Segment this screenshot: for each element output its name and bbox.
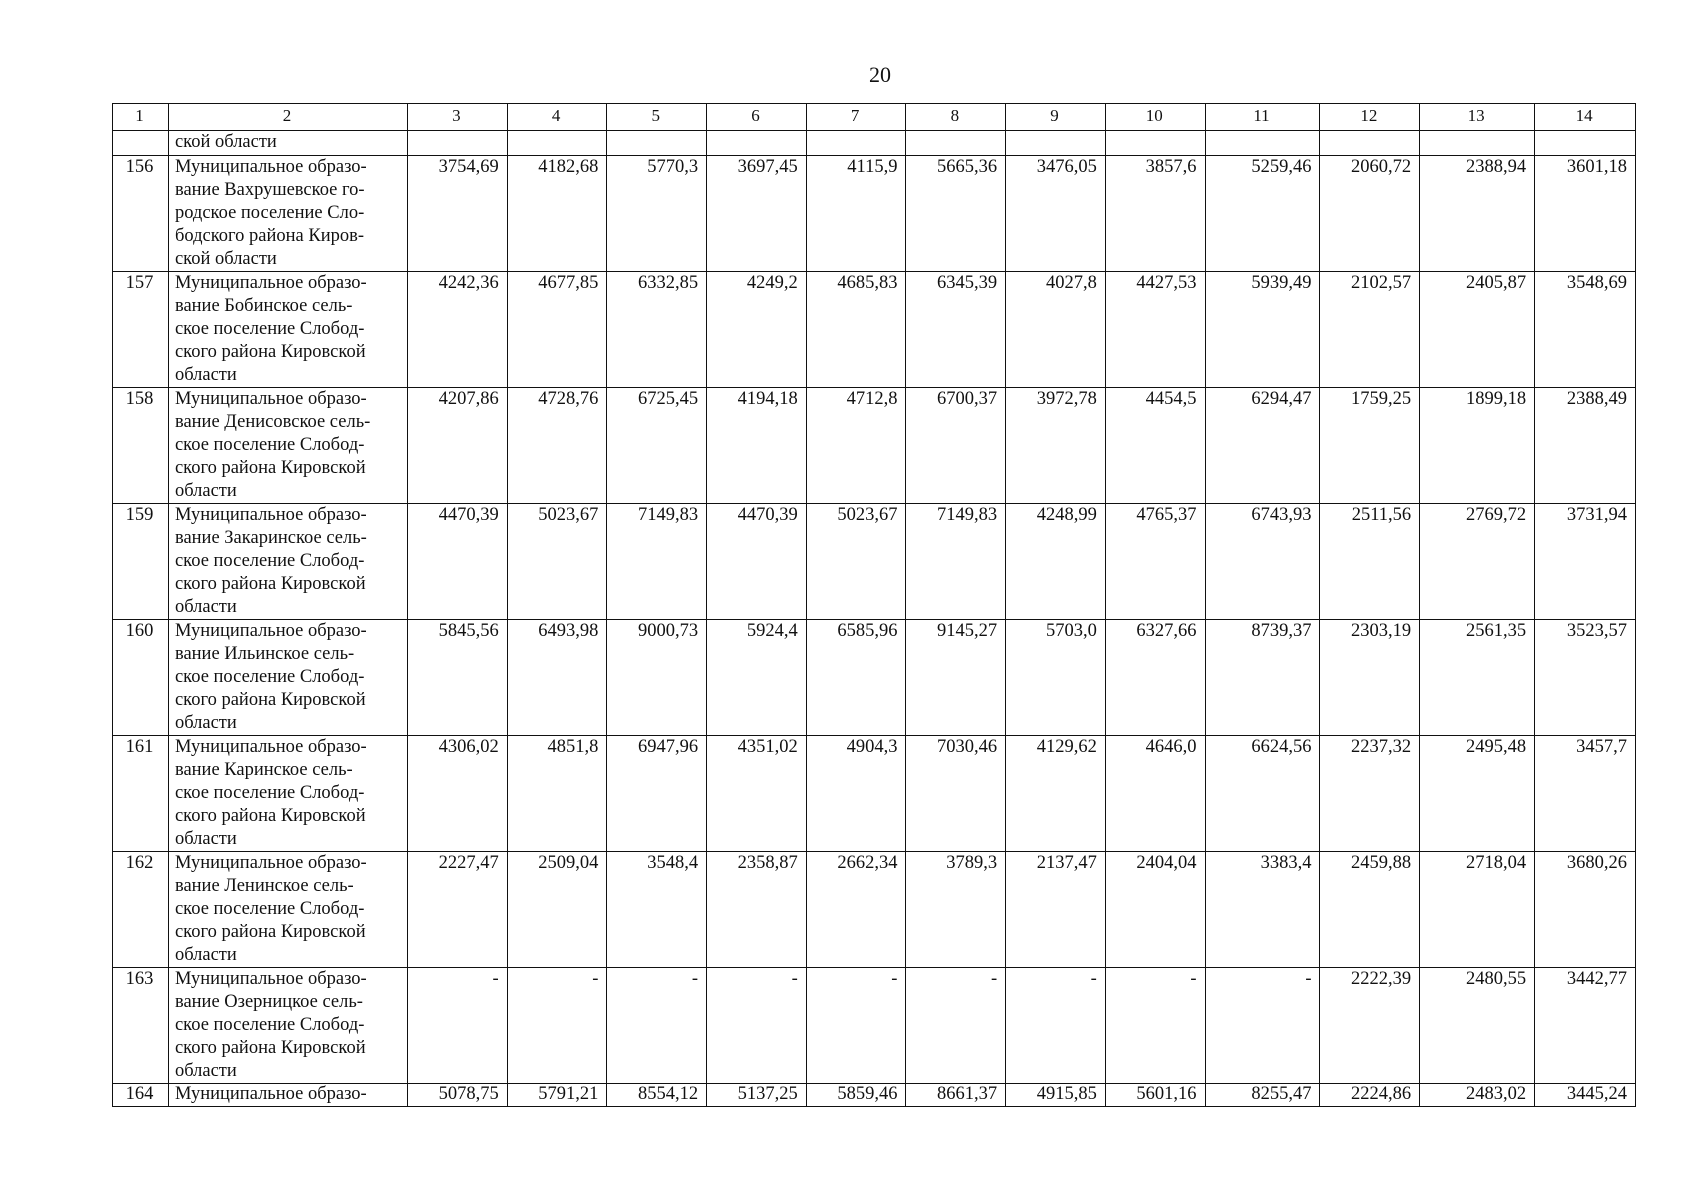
row-name-line: Муниципальное образо- bbox=[174, 389, 367, 409]
table-row bbox=[113, 504, 1636, 620]
value-cell: 2483,02 bbox=[1420, 1084, 1535, 1107]
value-cell: 3680,26 bbox=[1535, 852, 1636, 968]
value-cell bbox=[1006, 131, 1106, 156]
value-cell: 3442,77 bbox=[1535, 968, 1636, 1084]
column-header: 4 bbox=[507, 104, 607, 131]
row-name-cell bbox=[168, 156, 407, 272]
value-cell: 4194,18 bbox=[707, 388, 807, 504]
value-cell: 2227,47 bbox=[408, 852, 508, 968]
value-cell: 4207,86 bbox=[408, 388, 508, 504]
value-cell: 3601,18 bbox=[1535, 156, 1636, 272]
row-name-line: вание Вахрушевское го- bbox=[174, 180, 365, 200]
value-cell: 4685,83 bbox=[806, 272, 906, 388]
value-cell: 6725,45 bbox=[607, 388, 707, 504]
value-cell: 6345,39 bbox=[906, 272, 1006, 388]
value-cell: 2303,19 bbox=[1320, 620, 1420, 736]
value-cell: 3523,57 bbox=[1535, 620, 1636, 736]
value-cell: 2060,72 bbox=[1320, 156, 1420, 272]
row-name-line: Муниципальное образо- bbox=[174, 157, 367, 177]
column-header: 6 bbox=[707, 104, 807, 131]
row-name-line: ской области bbox=[174, 249, 277, 269]
column-header: 1 bbox=[113, 104, 169, 131]
value-cell: 6493,98 bbox=[507, 620, 607, 736]
value-cell: 6743,93 bbox=[1205, 504, 1320, 620]
data-table bbox=[112, 103, 1636, 1107]
value-cell: 2509,04 bbox=[507, 852, 607, 968]
value-cell: 5665,36 bbox=[906, 156, 1006, 272]
value-cell bbox=[1205, 131, 1320, 156]
value-cell: 2561,35 bbox=[1420, 620, 1535, 736]
value-cell: 4351,02 bbox=[707, 736, 807, 852]
value-cell: 4248,99 bbox=[1006, 504, 1106, 620]
row-name-cell bbox=[168, 736, 407, 852]
value-cell: 3857,6 bbox=[1105, 156, 1205, 272]
value-cell bbox=[1535, 131, 1636, 156]
header-row bbox=[113, 104, 1636, 131]
value-cell: 3445,24 bbox=[1535, 1084, 1636, 1107]
value-cell: 6327,66 bbox=[1105, 620, 1205, 736]
value-cell: 2511,56 bbox=[1320, 504, 1420, 620]
value-cell: 5859,46 bbox=[806, 1084, 906, 1107]
value-cell: - bbox=[408, 968, 508, 1084]
row-name-line: Муниципальное образо- bbox=[174, 621, 367, 641]
value-cell: 5078,75 bbox=[408, 1084, 508, 1107]
table-row bbox=[113, 620, 1636, 736]
value-cell: 6585,96 bbox=[806, 620, 906, 736]
value-cell: 4306,02 bbox=[408, 736, 508, 852]
column-header: 5 bbox=[607, 104, 707, 131]
table-row bbox=[113, 1084, 1636, 1107]
row-number-cell: 163 bbox=[113, 968, 169, 1084]
value-cell: 4027,8 bbox=[1006, 272, 1106, 388]
row-name-line: ского района Кировской bbox=[174, 342, 366, 362]
row-name-line: области bbox=[174, 365, 237, 385]
value-cell: 4728,76 bbox=[507, 388, 607, 504]
value-cell: - bbox=[806, 968, 906, 1084]
value-cell: 4454,5 bbox=[1105, 388, 1205, 504]
table-row bbox=[113, 852, 1636, 968]
value-cell: 4470,39 bbox=[408, 504, 508, 620]
page-number: 20 bbox=[869, 62, 891, 87]
value-cell bbox=[607, 131, 707, 156]
row-name-line: ское поселение Слобод- bbox=[174, 551, 365, 571]
value-cell: 4427,53 bbox=[1105, 272, 1205, 388]
value-cell: 5845,56 bbox=[408, 620, 508, 736]
value-cell bbox=[1105, 131, 1205, 156]
value-cell: 4129,62 bbox=[1006, 736, 1106, 852]
row-name-line: Муниципальное образо- bbox=[174, 853, 367, 873]
value-cell: 4249,2 bbox=[707, 272, 807, 388]
row-name-line: ского района Кировской bbox=[174, 1038, 366, 1058]
value-cell: 5137,25 bbox=[707, 1084, 807, 1107]
value-cell: 6332,85 bbox=[607, 272, 707, 388]
value-cell: 4182,68 bbox=[507, 156, 607, 272]
column-header: 11 bbox=[1205, 104, 1320, 131]
table-row bbox=[113, 968, 1636, 1084]
column-header: 14 bbox=[1535, 104, 1636, 131]
value-cell: 5023,67 bbox=[507, 504, 607, 620]
value-cell: 2718,04 bbox=[1420, 852, 1535, 968]
value-cell: 2459,88 bbox=[1320, 852, 1420, 968]
table-row bbox=[113, 736, 1636, 852]
row-number-cell: 164 bbox=[113, 1084, 169, 1107]
value-cell: 4904,3 bbox=[806, 736, 906, 852]
value-cell: 5924,4 bbox=[707, 620, 807, 736]
row-name-line: вание Озерницкое сель- bbox=[174, 992, 363, 1012]
value-cell: - bbox=[607, 968, 707, 1084]
value-cell: - bbox=[707, 968, 807, 1084]
value-cell: 4242,36 bbox=[408, 272, 508, 388]
value-cell: 6700,37 bbox=[906, 388, 1006, 504]
value-cell: 2769,72 bbox=[1420, 504, 1535, 620]
value-cell: 2102,57 bbox=[1320, 272, 1420, 388]
value-cell: 4712,8 bbox=[806, 388, 906, 504]
value-cell: 9000,73 bbox=[607, 620, 707, 736]
row-name-line: ского района Кировской bbox=[174, 458, 366, 478]
row-number-cell: 158 bbox=[113, 388, 169, 504]
row-name-cell bbox=[168, 504, 407, 620]
table-row bbox=[113, 272, 1636, 388]
column-header: 2 bbox=[168, 104, 407, 131]
column-header: 12 bbox=[1320, 104, 1420, 131]
row-name-cell bbox=[168, 620, 407, 736]
value-cell: 4765,37 bbox=[1105, 504, 1205, 620]
row-name-line: вание Каринское сель- bbox=[174, 760, 353, 780]
row-name-line: ское поселение Слобод- bbox=[174, 783, 365, 803]
row-name-line: области bbox=[174, 945, 237, 965]
value-cell: 4915,85 bbox=[1006, 1084, 1106, 1107]
column-header: 3 bbox=[408, 104, 508, 131]
value-cell: 2405,87 bbox=[1420, 272, 1535, 388]
value-cell: 4851,8 bbox=[507, 736, 607, 852]
value-cell: 2137,47 bbox=[1006, 852, 1106, 968]
row-name-line: родское поселение Сло- bbox=[174, 203, 365, 223]
row-name-line: ское поселение Слобод- bbox=[174, 899, 365, 919]
row-name-line: области bbox=[174, 481, 237, 501]
value-cell: 9145,27 bbox=[906, 620, 1006, 736]
value-cell: 3383,4 bbox=[1205, 852, 1320, 968]
row-number-cell: 156 bbox=[113, 156, 169, 272]
value-cell: - bbox=[1006, 968, 1106, 1084]
value-cell: 1899,18 bbox=[1420, 388, 1535, 504]
row-name-line: вание Ильинское сель- bbox=[174, 644, 355, 664]
row-name-line: бодского района Киров- bbox=[174, 226, 364, 246]
value-cell: 7030,46 bbox=[906, 736, 1006, 852]
row-name-cell bbox=[168, 272, 407, 388]
value-cell: 8255,47 bbox=[1205, 1084, 1320, 1107]
value-cell: 3548,4 bbox=[607, 852, 707, 968]
row-name-line: вание Денисовское сель- bbox=[174, 412, 371, 432]
value-cell: 8739,37 bbox=[1205, 620, 1320, 736]
row-name-cell bbox=[168, 968, 407, 1084]
value-cell: 6624,56 bbox=[1205, 736, 1320, 852]
value-cell: 2495,48 bbox=[1420, 736, 1535, 852]
value-cell: 8554,12 bbox=[607, 1084, 707, 1107]
row-name-line: ское поселение Слобод- bbox=[174, 667, 365, 687]
value-cell: 3754,69 bbox=[408, 156, 508, 272]
value-cell: - bbox=[507, 968, 607, 1084]
value-cell: 2224,86 bbox=[1320, 1084, 1420, 1107]
row-number-cell: 159 bbox=[113, 504, 169, 620]
value-cell: 1759,25 bbox=[1320, 388, 1420, 504]
row-name-line: вание Закаринское сель- bbox=[174, 528, 367, 548]
column-header: 9 bbox=[1006, 104, 1106, 131]
value-cell bbox=[507, 131, 607, 156]
row-name-line: Муниципальное образо- bbox=[174, 1084, 367, 1104]
row-name-line: ского района Кировской bbox=[174, 574, 366, 594]
value-cell bbox=[806, 131, 906, 156]
value-cell bbox=[906, 131, 1006, 156]
row-number-cell: 160 bbox=[113, 620, 169, 736]
row-name-line: Муниципальное образо- bbox=[174, 737, 367, 757]
value-cell: 3697,45 bbox=[707, 156, 807, 272]
value-cell: - bbox=[1205, 968, 1320, 1084]
value-cell bbox=[707, 131, 807, 156]
row-name-line: области bbox=[174, 597, 237, 617]
value-cell: 6947,96 bbox=[607, 736, 707, 852]
row-number-cell: 157 bbox=[113, 272, 169, 388]
table-row bbox=[113, 388, 1636, 504]
value-cell: 4470,39 bbox=[707, 504, 807, 620]
value-cell: 4677,85 bbox=[507, 272, 607, 388]
row-name-cell: ской области bbox=[168, 131, 407, 156]
value-cell: 4115,9 bbox=[806, 156, 906, 272]
row-name-line: вание Бобинское сель- bbox=[174, 296, 353, 316]
row-name-line: Муниципальное образо- bbox=[174, 969, 367, 989]
value-cell: 5601,16 bbox=[1105, 1084, 1205, 1107]
value-cell: 5703,0 bbox=[1006, 620, 1106, 736]
value-cell: 3476,05 bbox=[1006, 156, 1106, 272]
value-cell bbox=[1420, 131, 1535, 156]
value-cell: - bbox=[1105, 968, 1205, 1084]
row-name-line: ское поселение Слобод- bbox=[174, 319, 365, 339]
row-number-cell bbox=[113, 131, 169, 156]
value-cell: 5023,67 bbox=[806, 504, 906, 620]
row-name-line: ского района Кировской bbox=[174, 922, 366, 942]
row-number-cell: 161 bbox=[113, 736, 169, 852]
value-cell: 2222,39 bbox=[1320, 968, 1420, 1084]
value-cell: 3731,94 bbox=[1535, 504, 1636, 620]
value-cell: 2237,32 bbox=[1320, 736, 1420, 852]
value-cell: 3789,3 bbox=[906, 852, 1006, 968]
row-name-cell bbox=[168, 388, 407, 504]
row-name-line: области bbox=[174, 1061, 237, 1081]
value-cell: 5939,49 bbox=[1205, 272, 1320, 388]
row-name-line: области bbox=[174, 829, 237, 849]
value-cell: 2388,94 bbox=[1420, 156, 1535, 272]
value-cell: 8661,37 bbox=[906, 1084, 1006, 1107]
row-name-line: области bbox=[174, 713, 237, 733]
row-name-line: Муниципальное образо- bbox=[174, 273, 367, 293]
value-cell: 3972,78 bbox=[1006, 388, 1106, 504]
value-cell: 4646,0 bbox=[1105, 736, 1205, 852]
row-name-cell bbox=[168, 852, 407, 968]
row-name-line: ское поселение Слобод- bbox=[174, 435, 365, 455]
value-cell: 2388,49 bbox=[1535, 388, 1636, 504]
row-name-line: ского района Кировской bbox=[174, 690, 366, 710]
value-cell bbox=[408, 131, 508, 156]
value-cell: 7149,83 bbox=[906, 504, 1006, 620]
column-header: 13 bbox=[1420, 104, 1535, 131]
table-body bbox=[113, 131, 1636, 1107]
value-cell: 7149,83 bbox=[607, 504, 707, 620]
value-cell: 2358,87 bbox=[707, 852, 807, 968]
column-header: 7 bbox=[806, 104, 906, 131]
column-header: 8 bbox=[906, 104, 1006, 131]
table-row bbox=[113, 156, 1636, 272]
row-name-cell bbox=[168, 1084, 407, 1107]
value-cell: 3548,69 bbox=[1535, 272, 1636, 388]
value-cell: 2404,04 bbox=[1105, 852, 1205, 968]
row-name-line: вание Ленинское сель- bbox=[174, 876, 354, 896]
value-cell bbox=[1320, 131, 1420, 156]
column-header: 10 bbox=[1105, 104, 1205, 131]
value-cell: 5770,3 bbox=[607, 156, 707, 272]
value-cell: 2480,55 bbox=[1420, 968, 1535, 1084]
row-number-cell: 162 bbox=[113, 852, 169, 968]
value-cell: - bbox=[906, 968, 1006, 1084]
row-name-line: ского района Кировской bbox=[174, 806, 366, 826]
row-name-line: ское поселение Слобод- bbox=[174, 1015, 365, 1035]
row-name-line: Муниципальное образо- bbox=[174, 505, 367, 525]
continuation-row bbox=[113, 131, 1636, 156]
value-cell: 5259,46 bbox=[1205, 156, 1320, 272]
value-cell: 6294,47 bbox=[1205, 388, 1320, 504]
value-cell: 2662,34 bbox=[806, 852, 906, 968]
value-cell: 5791,21 bbox=[507, 1084, 607, 1107]
value-cell: 3457,7 bbox=[1535, 736, 1636, 852]
